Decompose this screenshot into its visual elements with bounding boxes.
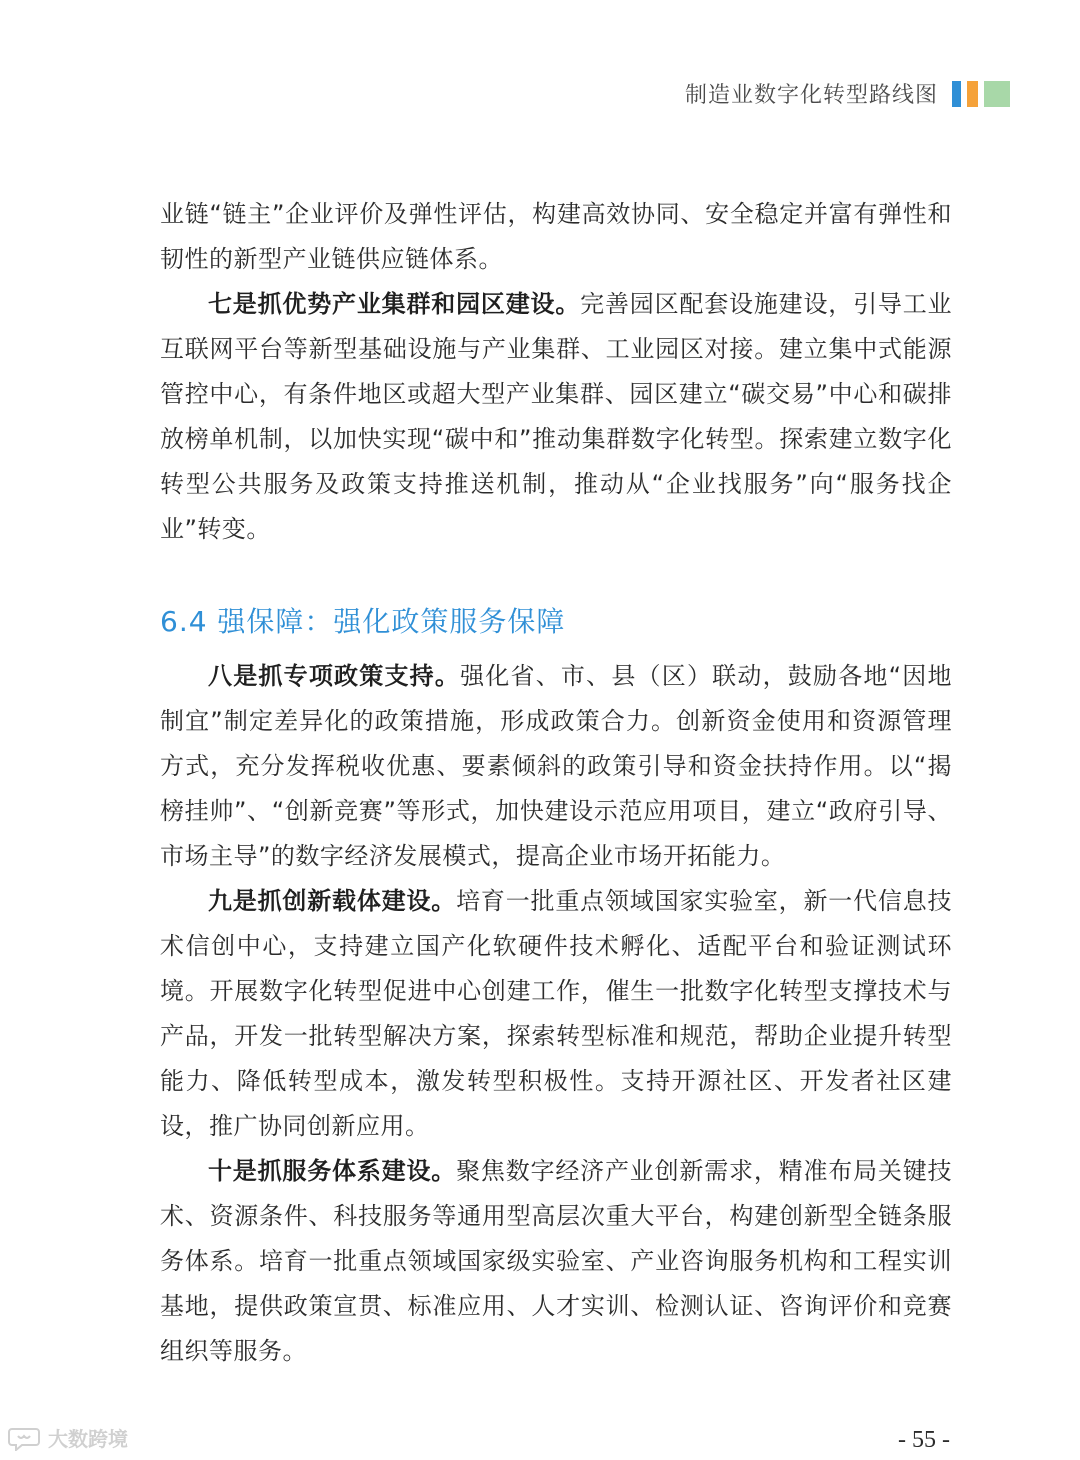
paragraph-lead: 七是抓优势产业集群和园区建设。 [208, 290, 581, 318]
paragraph-body: 培育一批重点领域国家实验室，新一代信息技术信创中心，支持建立国产化软硬件技术孵化、适配平台和验证测试环境。开展数字化转型促进中心创建工作，催生一批数字化转型支撑技术与产品，开发一批转型解决方案，探索转型标准和规范，帮助企业提升转型能力、降低转型成本，激发转型积极性。支持开源社区、开发者社区建设，推广协同创新应用。 [160, 887, 953, 1140]
paragraph-continuation: 业链“链主”企业评价及弹性评估，构建高效协同、安全稳定并富有弹性和韧性的新型产业链供应链体系。 [160, 200, 952, 273]
watermark-text: 大数跨境 [48, 1427, 128, 1451]
paragraph-body: 完善园区配套设施建设，引导工业互联网平台等新型基础设施与产业集群、工业园区对接。建立集中式能源管控中心，有条件地区或超大型产业集群、园区建立“碳交易”中心和碳排放榜单机制，以加快实现“碳中和”推动集群数字化转型。探索建立数字化转型公共服务及政策支持推送机制，推动从“企业找服务”向“服务找企业”转变。 [160, 290, 953, 543]
page-content [160, 192, 952, 1374]
header-green-bar [984, 81, 1010, 107]
speech-bubble-icon [8, 1425, 42, 1451]
paragraph-item-10 [160, 1149, 952, 1374]
paragraph-lead: 八是抓专项政策支持。 [208, 662, 461, 690]
paragraph-lead: 九是抓创新载体建设。 [208, 887, 457, 915]
paragraph-body: 聚焦数字经济产业创新需求，精准布局关键技术、资源条件、科技服务等通用型高层次重大平台，构建创新型全链条服务体系。培育一批重点领域国家级实验室、产业咨询服务机构和工程实训基地，提供政策宣贯、标准应用、人才实训、检测认证、咨询评价和竞赛组织等服务。 [160, 1157, 953, 1365]
paragraph-item-7 [160, 282, 952, 552]
watermark [8, 1423, 128, 1452]
paragraph-item-8 [160, 654, 952, 879]
section-title: 6.4 强保障：强化政策服务保障 [160, 605, 566, 638]
header-orange-bar [967, 81, 978, 107]
header-title: 制造业数字化转型路线图 [684, 83, 938, 108]
header-blue-bar [952, 81, 961, 107]
page-number: - 55 - [898, 1427, 950, 1453]
paragraph-body: 强化省、市、县（区）联动，鼓励各地“因地制宜”制定差异化的政策措施，形成政策合力。创新资金使用和资源管理方式，充分发挥税收优惠、要素倾斜的政策引导和资金扶持作用。以“揭榜挂帅”、“创新竞赛”等形式，加快建设示范应用项目，建立“政府引导、市场主导”的数字经济发展模式，提高企业市场开拓能力。 [160, 662, 952, 870]
page-header [685, 78, 1010, 109]
paragraph-item-9 [160, 879, 952, 1149]
paragraph-lead: 十是抓服务体系建设。 [208, 1157, 457, 1185]
